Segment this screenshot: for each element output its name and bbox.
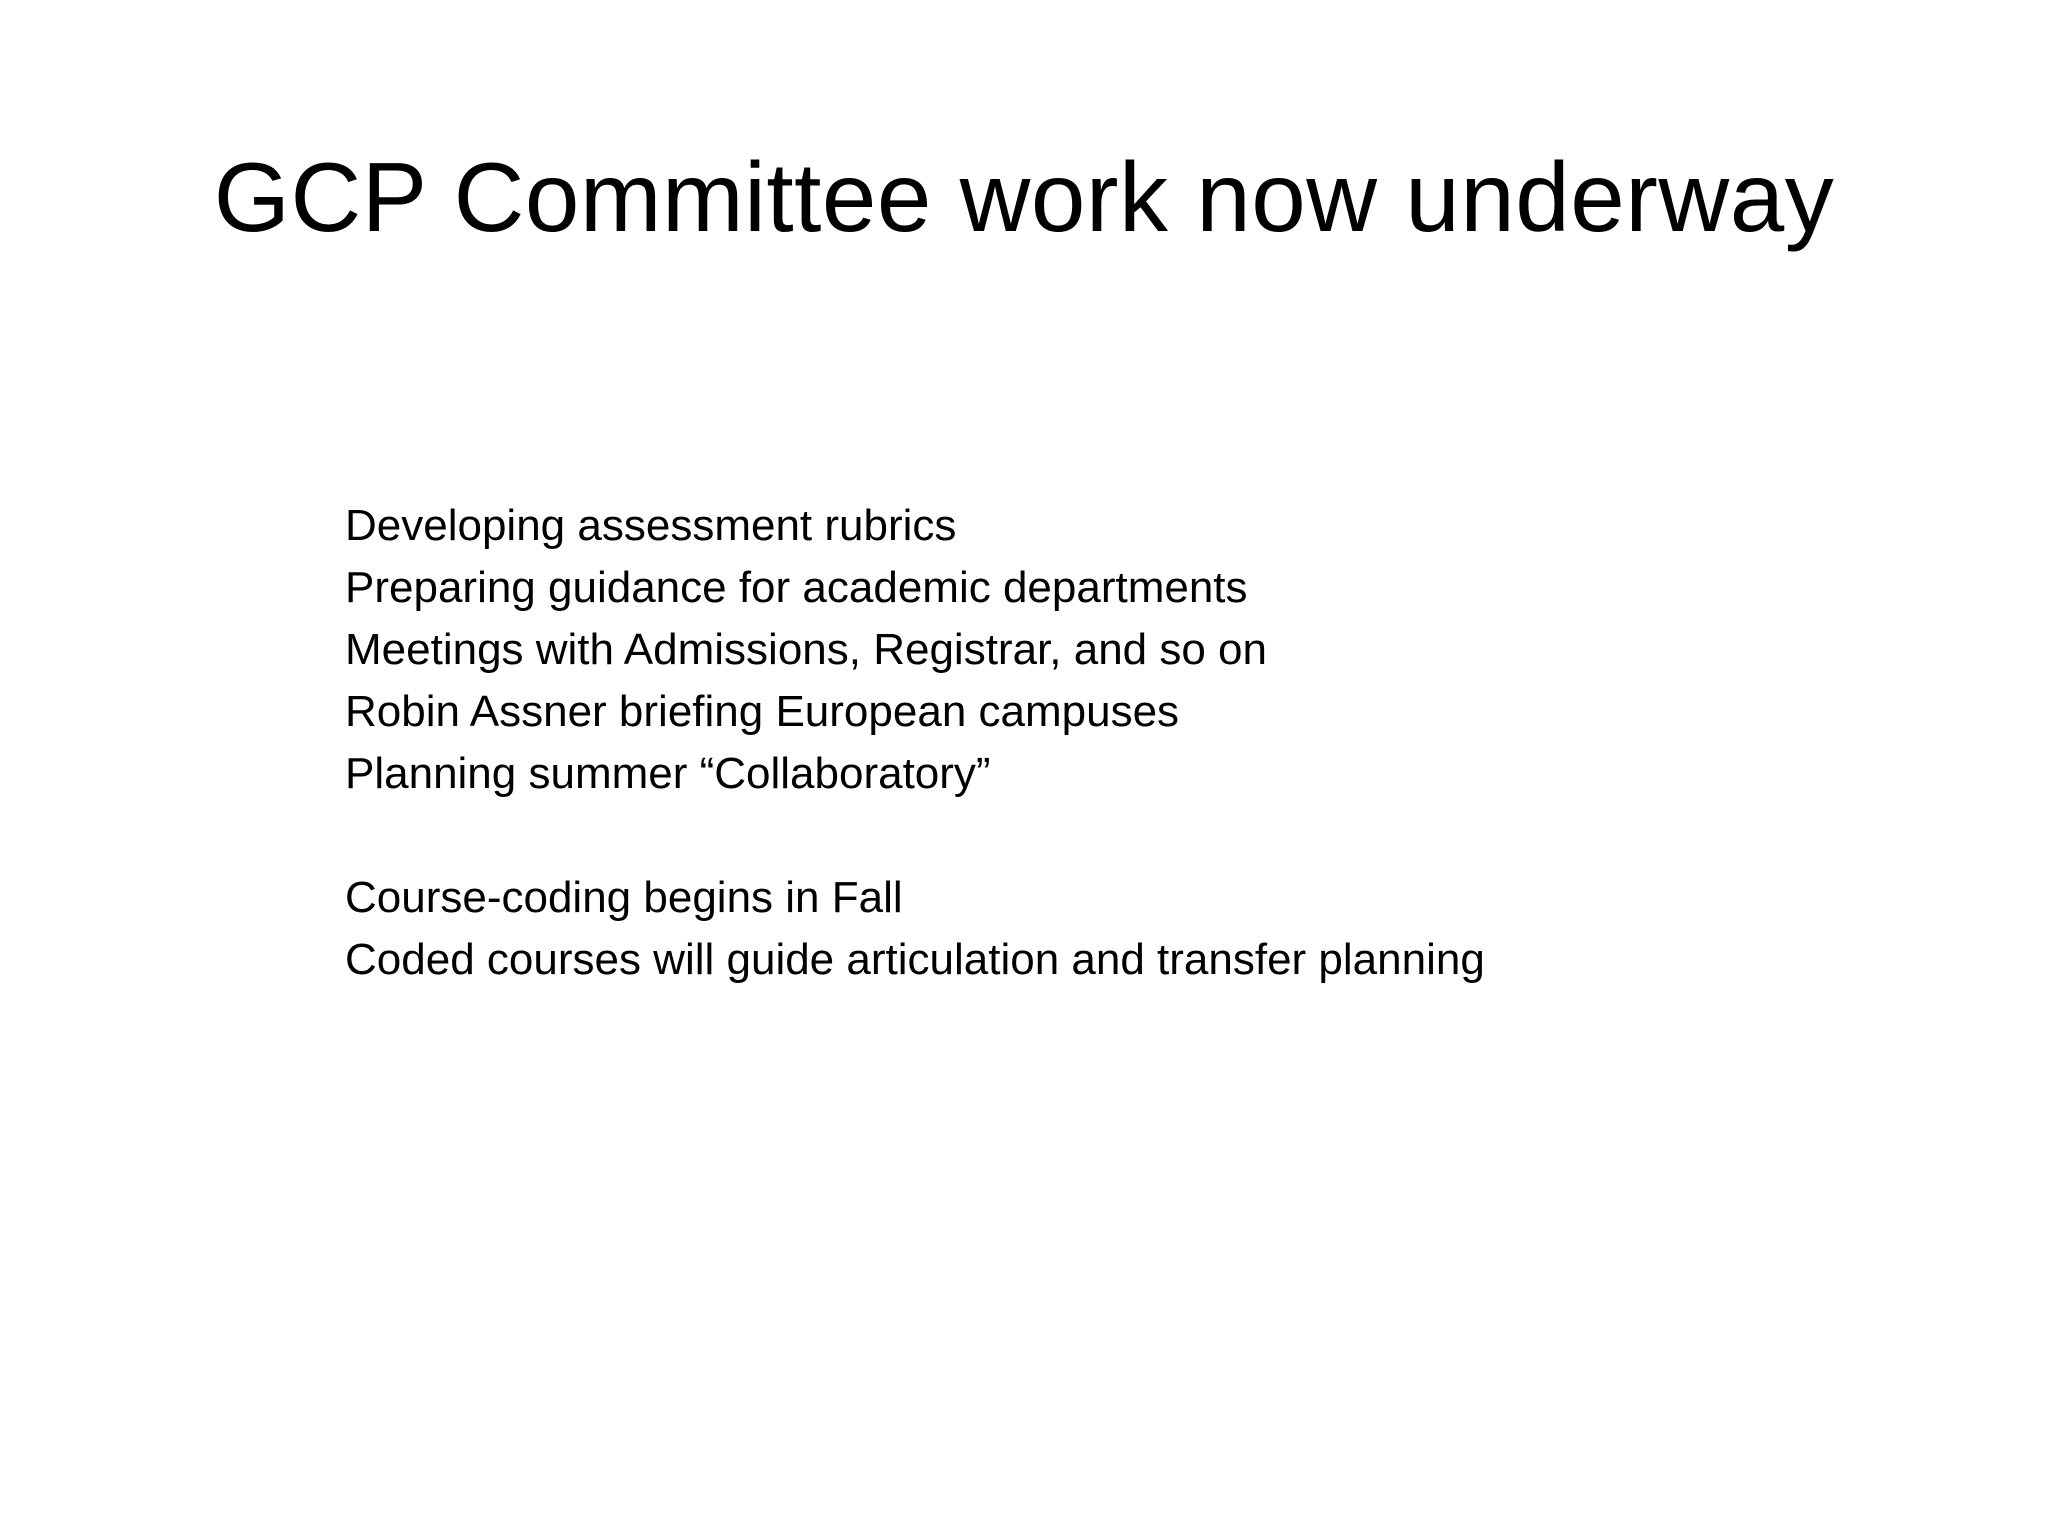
body-line: Robin Assner briefing European campuses — [345, 687, 1180, 736]
body-line: Meetings with Admissions, Registrar, and so on — [345, 625, 1268, 674]
body-line: Preparing guidance for academic departments — [345, 563, 1248, 612]
body-line: Coded courses will guide articulation and transfer planning — [345, 935, 1485, 984]
body-line: Course-coding begins in Fall — [345, 873, 903, 922]
body-group-course-coding — [345, 867, 1845, 991]
body-line: Developing assessment rubrics — [345, 501, 957, 550]
body-group-activities — [345, 495, 1845, 805]
slide-title: GCP Committee work now underway — [213, 142, 1835, 252]
slide-body — [345, 495, 1845, 991]
body-line: Planning summer “Collaboratory” — [345, 749, 991, 798]
